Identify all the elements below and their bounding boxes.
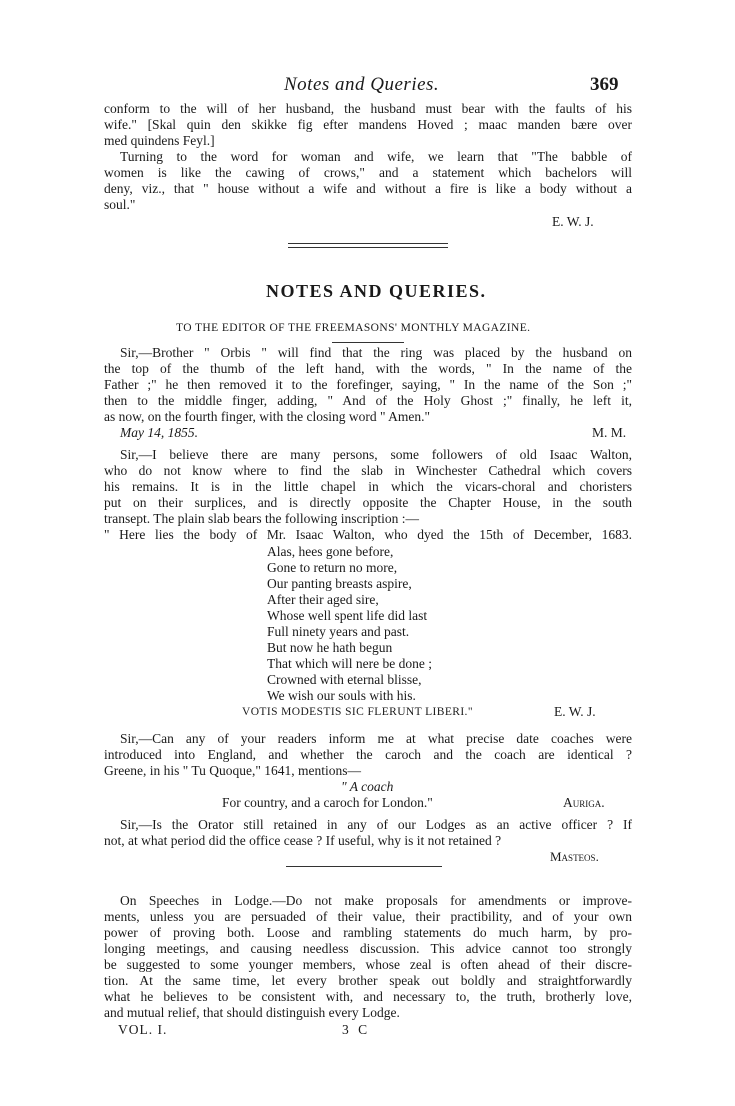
intro-line: women is like the cawing of crows," and a statement which bachelors will (104, 165, 632, 180)
section-heading: NOTES AND QUERIES. (266, 281, 487, 301)
letter1-signature: M. M. (592, 425, 627, 440)
letter3-line: Sir,—Can any of your readers inform me at what precise date coaches were (120, 731, 632, 746)
speeches-line: longing meetings, and causing needless discussion. This advice cannot too strongly (104, 941, 632, 956)
poem-line: Full ninety years and past. (267, 624, 410, 639)
letter4-line: not, at what period did the office cease ? If useful, why is it not retained ? (104, 833, 502, 848)
letter1-line: then to the middle finger, adding, " And of the Holy Ghost ;" finally, he left it, (104, 393, 632, 408)
letter4-line: Sir,—Is the Orator still retained in any of our Lodges as an active officer ? If (120, 817, 632, 832)
letter1-line: Father ;" he then removed it to the forefinger, saying, " In the name of the Son ;" (104, 377, 632, 392)
letter2-line: put on their surplices, and is directly opposite the Chapter House, in the south (104, 495, 632, 510)
divider (288, 243, 448, 244)
intro-line: conform to the will of her husband, the husband must bear with the faults of his (104, 101, 632, 116)
letter4-signature: Masteos. (550, 849, 599, 864)
poem-line: After their aged sire, (267, 592, 379, 607)
speeches-line: ments, unless you are persuaded of their value, their practibility, and of your own (104, 909, 632, 924)
letter1-line: the top of the thumb of the left hand, with the words, " In the name of the (104, 361, 632, 376)
poem-line: That which will nere be done ; (267, 656, 432, 671)
divider (286, 866, 442, 867)
letter3-signature: Auriga. (563, 795, 605, 810)
poem-line: Whose well spent life did last (267, 608, 428, 623)
poem-line: Gone to return no more, (267, 560, 398, 575)
letter3-quote: For country, and a caroch for London." (222, 795, 433, 810)
divider (332, 342, 404, 343)
signature-mark: 3 C (342, 1022, 371, 1037)
speeches-line: be suggested to some younger members, whose zeal is often ahead of their discre- (104, 957, 632, 972)
letter2-line: transept. The plain slab bears the following inscription :— (104, 511, 420, 526)
running-header-title: Notes and Queries. (284, 74, 440, 95)
poem-line: Our panting breasts aspire, (267, 576, 412, 591)
speeches-line: and mutual relief, that should distinguish every Lodge. (104, 1005, 400, 1020)
letter1-date: May 14, 1855. (120, 425, 198, 440)
letter2-line: Sir,—I believe there are many persons, some followers of old Isaac Walton, (120, 447, 632, 462)
intro-line: wife." [Skal quin den skikke fig efter mandens Hoved ; maac manden bære over (104, 117, 632, 132)
letter2-line: who do not know where to find the slab in Winchester Cathedral which covers (104, 463, 632, 478)
letter3-line: introduced into England, and whether the caroch and the coach are identical ? (104, 747, 632, 762)
letter2-signature: E. W. J. (554, 704, 596, 719)
poem-line: We wish our souls with his. (267, 688, 416, 703)
intro-line: deny, viz., that " house without a wife and without a fire is like a body without a (104, 181, 632, 196)
page-number: 369 (590, 74, 619, 95)
poem-line: But now he hath begun (267, 640, 393, 655)
divider (288, 247, 448, 248)
intro-line: med quindens Feyl.] (104, 133, 215, 148)
letter1-line: Sir,—Brother " Orbis " will find that the ring was placed by the husband on (120, 345, 632, 360)
speeches-line: what he believes to be consistent with, and necessary to, the truth, brotherly love, (104, 989, 632, 1004)
intro-signature: E. W. J. (552, 214, 594, 229)
intro-line: Turning to the word for woman and wife, we learn that "The babble of (120, 149, 632, 164)
poem-line: Alas, hees gone before, (267, 544, 394, 559)
speeches-line: power of proving both. Loose and rambling statements do much harm, by pro- (104, 925, 632, 940)
poem-line: Crowned with eternal blisse, (267, 672, 422, 687)
speeches-line: On Speeches in Lodge.—Do not make proposals for amendments or improve- (120, 893, 632, 908)
letter3-quote: " A coach (341, 779, 394, 794)
inscription-motto: VOTIS MODESTIS SIC FLERUNT LIBERI." (242, 706, 473, 718)
speeches-line: tion. At the same time, let every brother speak out boldly and straightforwardly (104, 973, 632, 988)
letter3-line: Greene, in his " Tu Quoque," 1641, mentions— (104, 763, 362, 778)
letter1-line: as now, on the fourth finger, with the closing word " Amen." (104, 409, 431, 424)
inscription-line: " Here lies the body of Mr. Isaac Walton, who dyed the 15th of December, 1683. (104, 527, 632, 542)
letter2-line: his remains. It is in the little chapel in which the vicars-choral and choristers (104, 479, 632, 494)
volume-label: VOL. I. (118, 1022, 168, 1037)
section-subheading: TO THE EDITOR OF THE FREEMASONS' MONTHLY MAGAZINE. (176, 322, 531, 334)
intro-line: soul." (104, 197, 136, 212)
